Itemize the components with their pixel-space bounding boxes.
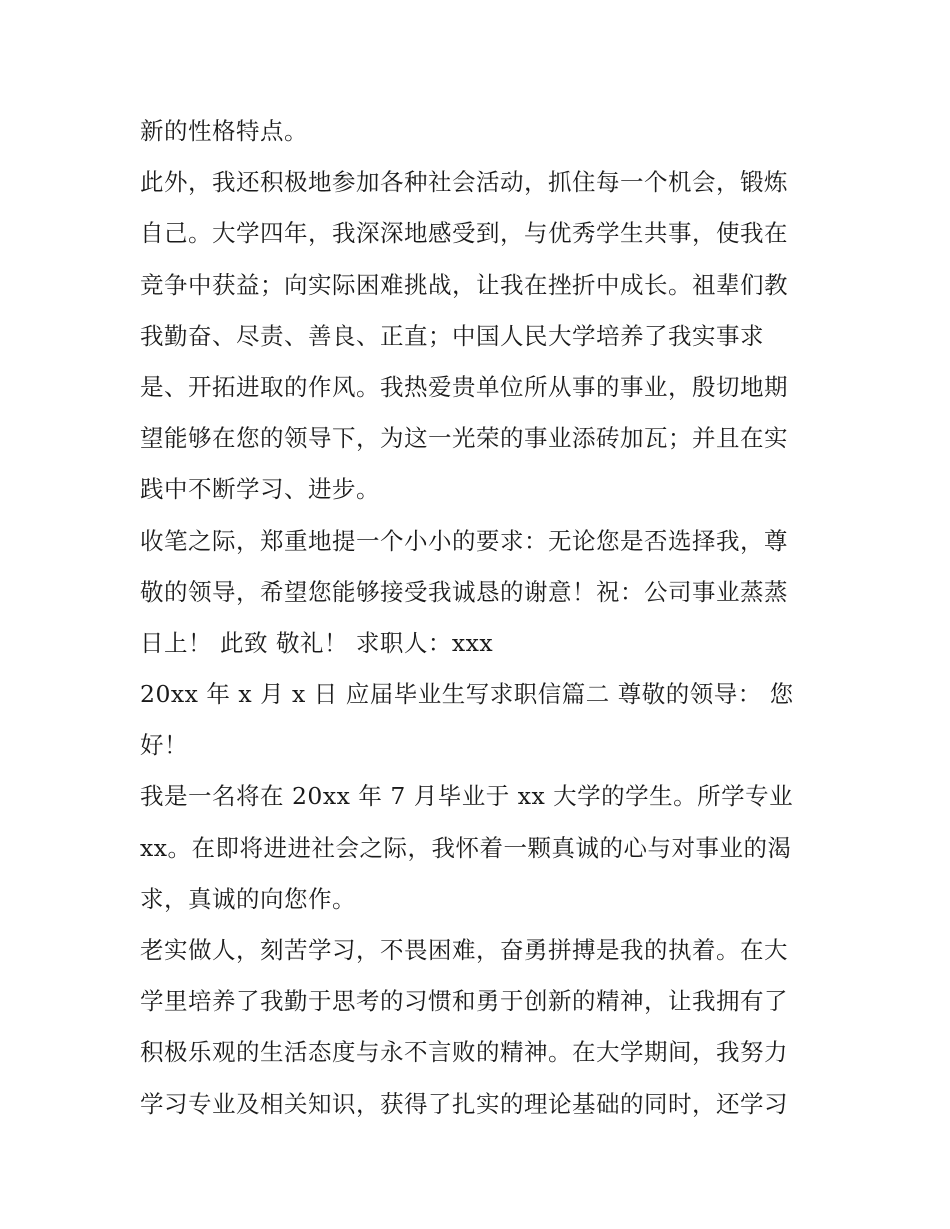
text-line: 20xx 年 x 月 x 日 应届毕业生写求职信篇二 尊敬的领导： 您 (140, 680, 794, 709)
text-line: 是、开拓进取的作风。我热爱贵单位所从事的事业，殷切地期 (140, 372, 788, 401)
text-line: 敬的领导，希望您能够接受我诚恳的谢意！祝：公司事业蒸蒸 (140, 577, 788, 606)
text-line: 收笔之际，郑重地提一个小小的要求：无论您是否选择我，尊 (140, 526, 788, 555)
text-line: 学习专业及相关知识，获得了扎实的理论基础的同时，还学习 (140, 1089, 788, 1118)
text-line: 老实做人，刻苦学习，不畏困难，奋勇拼搏是我的执着。在大 (140, 936, 788, 964)
text-line: 我勤奋、尽责、善良、正直；中国人民大学培养了我实事求 (140, 321, 764, 350)
text-line: 求，真诚的向您作。 (140, 884, 356, 913)
text-line: 望能够在您的领导下，为这一光荣的事业添砖加瓦；并且在实 (140, 424, 788, 453)
text-line: 日上！ 此致 敬礼！ 求职人：xxx (140, 628, 494, 657)
text-line: 此外，我还积极地参加各种社会活动，抓住每一个机会，锻炼 (140, 168, 788, 197)
text-line: 积极乐观的生活态度与永不言败的精神。在大学期间，我努力 (140, 1038, 788, 1067)
text-line: 竞争中获益；向实际困难挑战，让我在挫折中成长。祖辈们教 (140, 270, 788, 299)
text-line: 新的性格特点。 (140, 117, 308, 145)
document-body (140, 106, 820, 1130)
text-line: 学里培养了我勤于思考的习惯和勇于创新的精神，让我拥有了 (140, 987, 788, 1016)
text-line: xx。在即将进进社会之际，我怀着一颗真诚的心与对事业的渴 (140, 833, 792, 862)
text-line: 我是一名将在 20xx 年 7 月毕业于 xx 大学的学生。所学专业 (140, 782, 794, 811)
text-line: 自己。大学四年，我深深地感受到，与优秀学生共事，使我在 (140, 219, 788, 248)
text-line: 好！ (140, 731, 188, 760)
text-line: 践中不断学习、进步。 (140, 475, 380, 504)
